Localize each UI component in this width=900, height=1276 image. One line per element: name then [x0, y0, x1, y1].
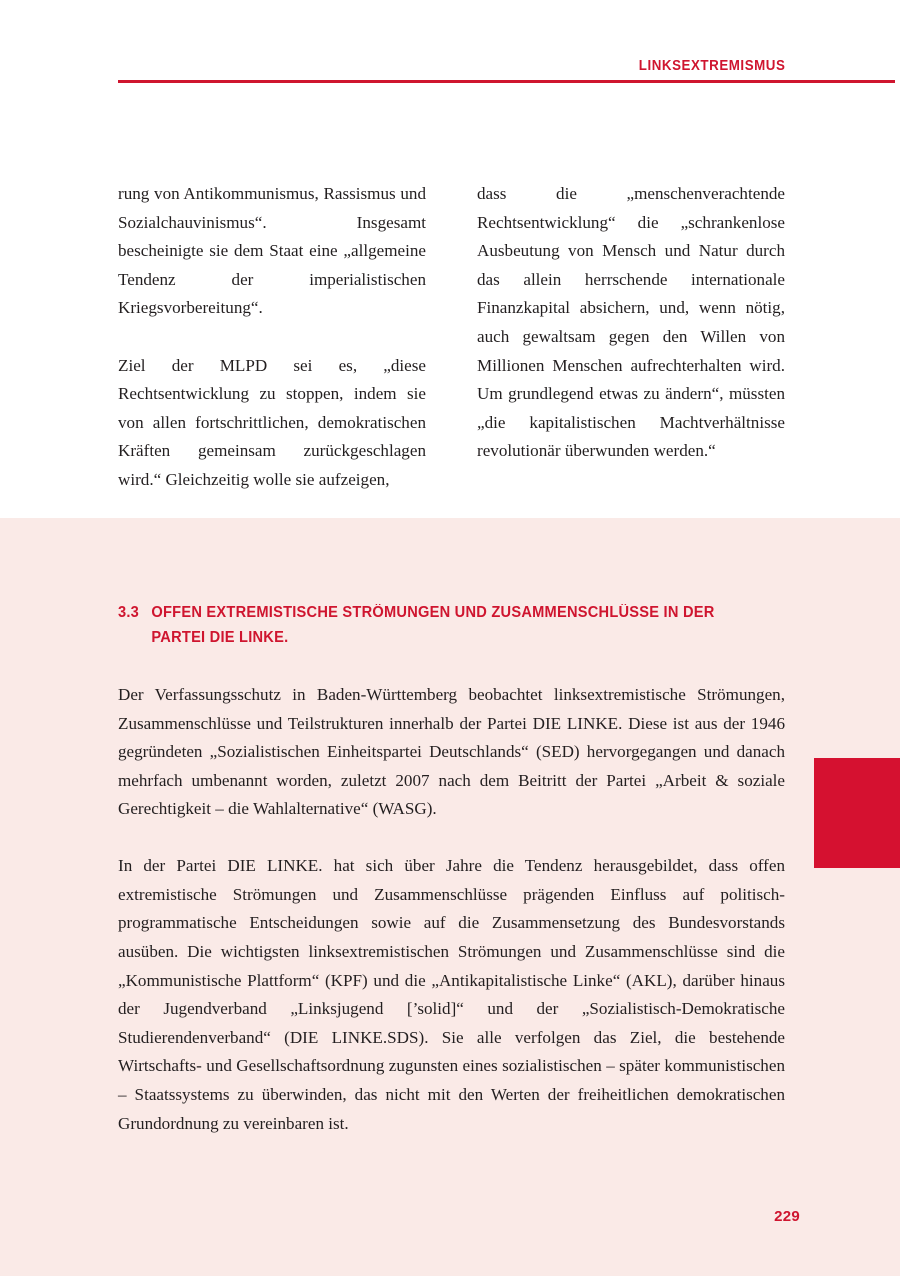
- intro-paragraph: Ziel der MLPD sei es, „diese Rechtsentwicklung zu stoppen, indem sie von allen fortschrittlichen, demokratischen Kräften gemeinsam zurückgeschlagen wird.“ Gleichzeitig wolle sie aufzeigen,: [118, 355, 426, 489]
- intro-column-right: [477, 180, 785, 495]
- intro-paragraph: dass die „menschenverachtende Rechtsentwicklung“ die „schrankenlose Ausbeutung von Mensch und Natur durch das allein herrschende internationale Finanzkapital absichern, und, wenn nötig, auch gewaltsam gegen den Willen von Millionen Menschen aufrechterhalten wird. Um grundlegend etwas zu ändern“, müssten „die kapitalistischen Machtverhältnisse revolutionär überwunden werden.“: [477, 184, 785, 461]
- margin-thumb-tab: [814, 758, 900, 868]
- intro-column-left: [118, 180, 426, 495]
- section-body: [118, 681, 785, 1138]
- section-paragraph: In der Partei DIE LINKE. hat sich über Jahre die Tendenz herausgebildet, dass offen extremistische Strömungen und Zusammenschlüsse prägenden Einfluss auf politisch-programmatische Entscheidungen sowie auf die Zusammensetzung des Bundesvorstands ausüben. Die wichtigsten linksextremistischen Strömungen und Zusammenschlüsse sind die „Kommunistische Plattform“ (KPF) und die „Antikapitalistische Linke“ (AKL), darüber hinaus der Jugendverband „Linksjugend [’solid]“ und der „Sozialistisch-Demokratische Studierendenverband“ (DIE LINKE.SDS). Sie alle verfolgen das Ziel, die bestehende Wirtschafts- und Gesellschaftsordnung zugunsten eines sozialistischen – später kommunistischen – Staatssystems zu überwinden, das nicht mit den Werten der freiheitlichen demokratischen Grundordnung zu vereinbaren ist.: [118, 856, 785, 1133]
- section-heading: [118, 600, 764, 650]
- running-head: [118, 58, 895, 84]
- section-title: OFFEN EXTREMISTISCHE STRÖMUNGEN UND ZUSAMMENSCHLÜSSE IN DER PARTEI DIE LINKE.: [151, 604, 715, 646]
- page-number: 229: [774, 1208, 800, 1225]
- intro-paragraph: rung von Antikommunismus, Rassismus und Sozialchauvinismus“. Insgesamt bescheinigte sie dem Staat eine „allgemeine Tendenz der imperialistischen Kriegsvorbereitung“.: [118, 184, 426, 318]
- intro-columns: [118, 180, 785, 495]
- section-number: 3.3: [118, 604, 140, 621]
- section-paragraph: Der Verfassungsschutz in Baden-Württemberg beobachtet linksextremistische Strömungen, Zusammenschlüsse und Teilstrukturen innerhalb der Partei DIE LINKE. Diese ist aus der 1946 gegründeten „Sozialistischen Einheitspartei Deutschlands“ (SED) hervorgegangen und danach mehrfach umbenannt worden, zuletzt 2007 nach dem Beitritt der Partei „Arbeit & soziale Gerechtigkeit – die Wahlalternative“ (WASG).: [118, 685, 785, 819]
- running-head-rule: [118, 80, 895, 83]
- running-head-title: LINKSEXTREMISMUS: [638, 58, 785, 74]
